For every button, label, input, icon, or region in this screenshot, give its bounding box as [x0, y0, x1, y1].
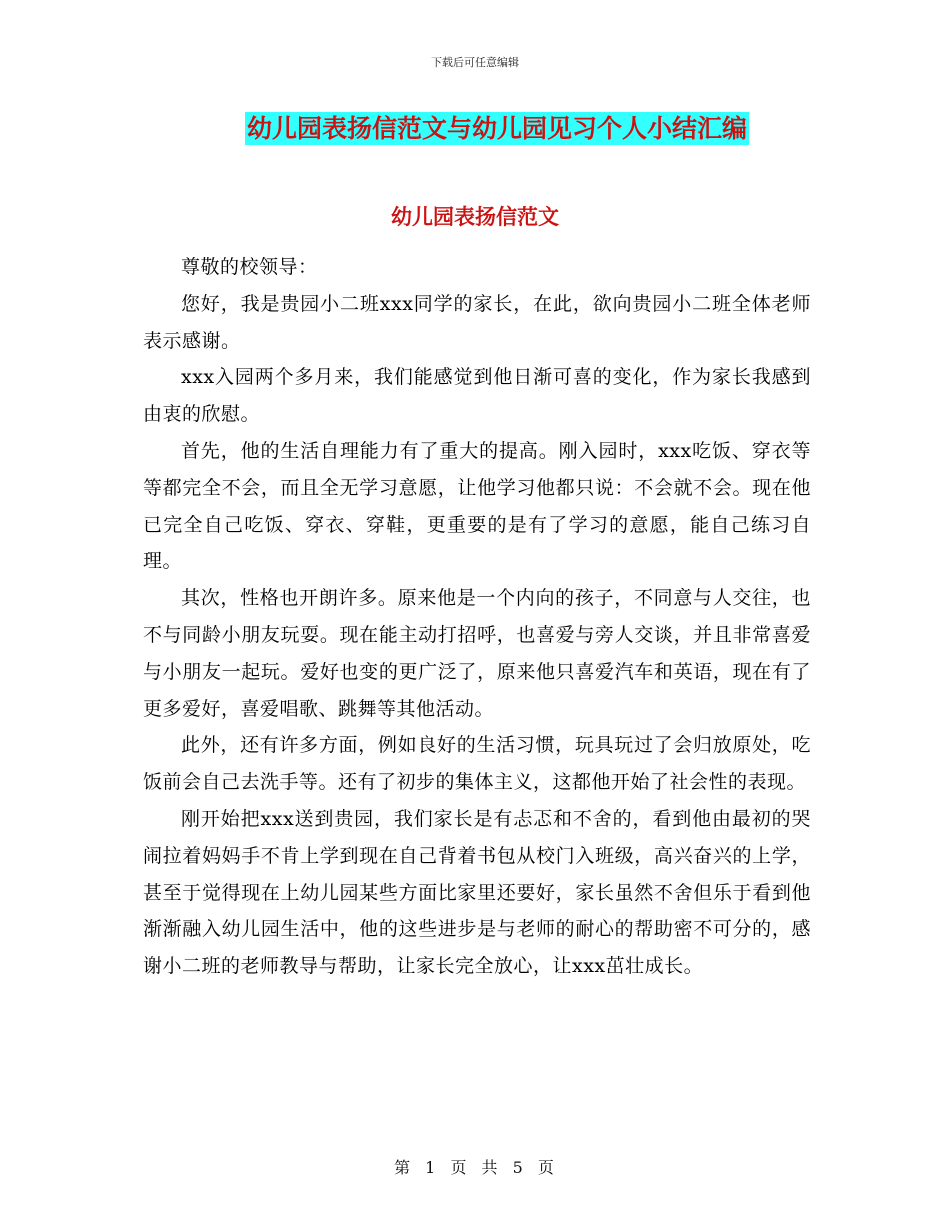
document-title-container: [0, 112, 950, 145]
page-number-footer: 第 1 页 共 5 页: [394, 1158, 556, 1177]
paragraph: xxx入园两个多月来，我们能感觉到他日渐可喜的变化，作为家长我感到由衷的欣慰。: [143, 366, 811, 426]
salutation: 尊敬的校领导：: [181, 256, 318, 278]
section-title: 幼儿园表扬信范文: [391, 205, 559, 229]
header-note: 下载后可任意编辑: [431, 56, 519, 69]
paragraph: 首先，他的生活自理能力有了重大的提高。刚入园时，xxx吃饭、穿衣等等都完全不会，而且全无学习意愿，让他学习他都只说：不会就不会。现在他已完全自己吃饭、穿衣、穿鞋，更重要的是有了学习的意愿，能自己练习自理。: [143, 439, 811, 573]
paragraph: 其次，性格也开朗许多。原来他是一个内向的孩子，不同意与人交往，也不与同龄小朋友玩耍。现在能主动打招呼，也喜爱与旁人交谈，并且非常喜爱与小朋友一起玩。爱好也变的更广泛了，原来他只喜爱汽车和英语，现在有了更多爱好，喜爱唱歌、跳舞等其他活动。: [143, 587, 811, 720]
paragraph: 此外，还有许多方面，例如良好的生活习惯，玩具玩过了会归放原处，吃饭前会自己去洗手等。还有了初步的集体主义，这都他开始了社会性的表现。: [143, 734, 811, 794]
document-title: 幼儿园表扬信范文与幼儿园见习个人小结汇编: [246, 114, 747, 143]
paragraph: 刚开始把xxx送到贵园，我们家长是有忐忑和不舍的，看到他由最初的哭闹拉着妈妈手不肯上学到现在自己背着书包从校门入班级，高兴奋兴的上学，甚至于觉得现在上幼儿园某些方面比家里还要好，家长虽然不舍但乐于看到他渐渐融入幼儿园生活中，他的这些进步是与老师的耐心的帮助密不可分的，感谢小二班的老师教导与帮助，让家长完全放心，让xxx茁壮成长。: [143, 807, 811, 978]
paragraph: 您好，我是贵园小二班xxx同学的家长，在此，欲向贵园小二班全体老师表示感谢。: [143, 292, 811, 352]
letter-body: [143, 249, 811, 985]
